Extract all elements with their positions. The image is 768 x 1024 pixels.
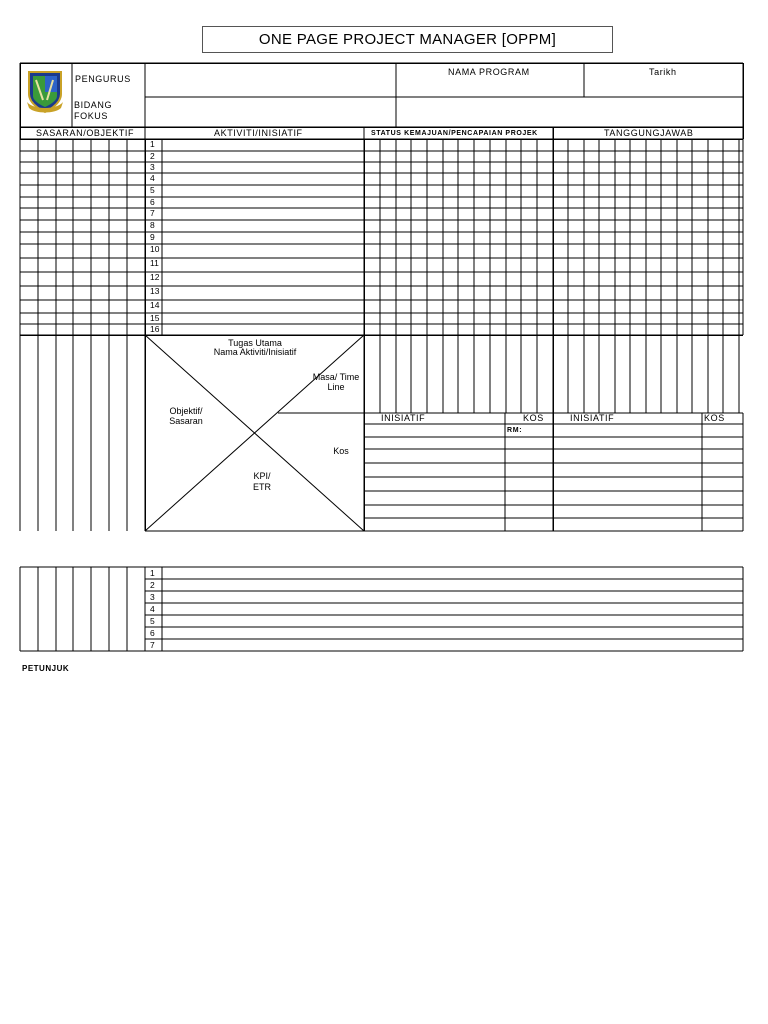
kos-header-2: KOS xyxy=(704,413,725,423)
activity-row-number: 12 xyxy=(150,272,160,282)
crest-logo-icon xyxy=(27,72,63,113)
activity-row-number: 7 xyxy=(150,208,155,218)
activity-row-number: 11 xyxy=(150,258,159,268)
activity-row-number: 10 xyxy=(150,244,160,254)
lower-row-number: 3 xyxy=(150,592,155,602)
kos-header-1: KOS xyxy=(523,413,544,423)
diagram-sasaran: Sasaran xyxy=(169,416,203,426)
activity-row-number: 15 xyxy=(150,313,160,323)
tanggungjawab-header: TANGGUNGJAWAB xyxy=(604,128,694,138)
petunjuk-label: PETUNJUK xyxy=(22,664,70,673)
inisiatif-header-1: INISIATIF xyxy=(381,413,426,423)
activity-row-number: 2 xyxy=(150,151,155,161)
lower-row-number: 6 xyxy=(150,628,155,638)
activity-row-number: 16 xyxy=(150,324,160,334)
sasaran-header: SASARAN/OBJEKTIF xyxy=(36,128,135,138)
status-header: STATUS KEMAJUAN/PENCAPAIAN PROJEK xyxy=(371,130,538,137)
diagram-objektif: Objektif/ xyxy=(169,406,203,416)
lower-row-number: 5 xyxy=(150,616,155,626)
activity-row-number: 13 xyxy=(150,286,160,296)
diagram-tugas-utama: Tugas Utama xyxy=(228,338,282,348)
activity-row-number: 3 xyxy=(150,162,155,172)
diagram-etr: ETR xyxy=(253,482,271,492)
nama-program-label: NAMA PROGRAM xyxy=(448,67,530,77)
activity-row-number: 4 xyxy=(150,173,155,183)
lower-row-number: 2 xyxy=(150,580,155,590)
diagram-masa: Masa/ Time xyxy=(312,372,360,382)
diagram-nama-aktiviti: Nama Aktiviti/Inisiatif xyxy=(213,347,297,357)
fokus-label: FOKUS xyxy=(74,111,109,121)
activity-row-number: 14 xyxy=(150,300,160,310)
rm-label: RM: xyxy=(507,427,523,434)
activity-row-number: 6 xyxy=(150,197,155,207)
page-title: ONE PAGE PROJECT MANAGER [OPPM] xyxy=(202,26,613,53)
diagram-kos: Kos xyxy=(333,446,349,456)
diagram-line: Line xyxy=(327,382,345,392)
aktiviti-header: AKTIVITI/INISIATIF xyxy=(214,128,303,138)
lower-row-number: 7 xyxy=(150,640,155,650)
tarikh-label: Tarikh xyxy=(649,67,677,77)
pengurus-label: PENGURUS xyxy=(75,74,131,84)
bidang-label: BIDANG xyxy=(74,100,113,110)
lower-row-number: 1 xyxy=(150,568,155,578)
inisiatif-header-2: INISIATIF xyxy=(570,413,615,423)
activity-row-number: 8 xyxy=(150,220,155,230)
lower-row-number: 4 xyxy=(150,604,155,614)
activity-row-number: 1 xyxy=(150,139,155,149)
activity-row-number: 5 xyxy=(150,185,155,195)
diagram-kpi: KPI/ xyxy=(253,471,271,481)
activity-row-number: 9 xyxy=(150,232,155,242)
